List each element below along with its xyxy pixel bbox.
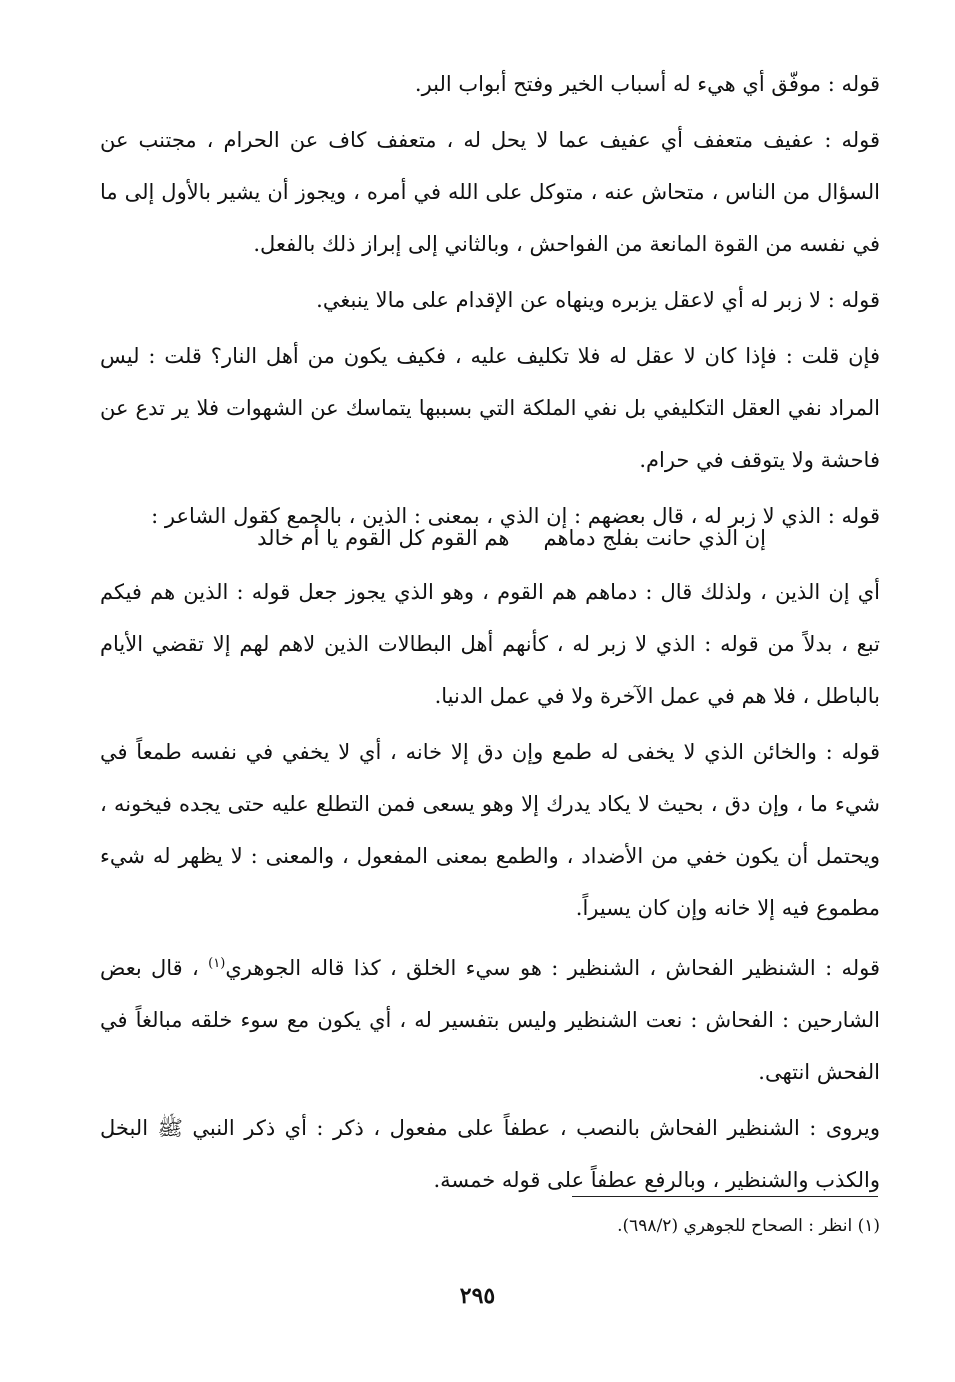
main-text-top: [100, 58, 880, 542]
verse-second-hemistich: هم القوم كل القوم يا أم خالد: [257, 526, 510, 550]
paragraph-text: قوله : الشنظير الفحاش ، الشنظير : هو سيء الخلق ، كذا قاله الجوهري: [225, 956, 881, 980]
footnote: (١) انظر : الصحاح للجوهري (٦٩٨/٢).: [617, 1216, 880, 1236]
footnote-separator: [572, 1196, 878, 1197]
paragraph: [100, 938, 880, 1098]
paragraph-text: ، قال بعض الشارحين : الفحاش : نعت الشنظير وليس بتفسير له ، أي يكون مع سوء خلقه مبالغاً في الفحش انتهى.: [100, 956, 880, 1084]
paragraph: ويروى : الشنظير الفحاش بالنصب ، عطفاً على مفعول ، ذكر : أي ذكر النبي ﷺ البخل والكذب والشنظير ، وبالرفع عطفاً على قوله خمسة.: [100, 1116, 880, 1192]
main-text-bottom: [100, 566, 880, 1206]
paragraph: قوله : الذي لا زبر له ، قال بعضهم : إن الذي ، بمعنى : الذين ، بالجمع كقول الشاعر :: [151, 504, 880, 528]
paragraph: قوله : لا زبر له أي لاعقل يزبره وينهاه عن الإقدام على مالا ينبغي.: [316, 288, 880, 312]
paragraph: قوله : عفيف متعفف أي عفيف عما لا يحل له ، متعفف كاف عن الحرام ، مجتنب عن السؤال من الناس ، متحاش عنه ، متوكل على الله في أمره ، ويجوز أن يشير بالأول إلى ما في نفسه من القوة المانعة من الفواحش ، وبالثاني إلى إبراز ذلك بالفعل.: [100, 128, 880, 256]
verse-first-hemistich: إن الذي حانت بفلج دماهم: [543, 526, 766, 550]
page-number: ٢٩٥: [459, 1283, 496, 1309]
paragraph: قوله : موفّق أي هيء له أسباب الخير وفتح أبواب البر.: [414, 72, 880, 96]
paragraph: أي إن الذين ، ولذلك قال : دماهم هم القوم ، وهو الذي يجوز جعل قوله : الذين هم فيكم تبع ، بدلاً من قوله : الذي لا زبر له ، كأنهم أهل البطالات الذين لاهم لهم إلا تقضي الأيام بالباطل ، فلا هم في عمل الآخرة ولا في عمل الدنيا.: [100, 580, 880, 708]
paragraph: فإن قلت : فإذا كان لا عقل له فلا تكليف عليه ، فكيف يكون من أهل النار؟ قلت : ليس المراد نفي العقل التكليفي بل نفي الملكة التي بسببها يتماسك عن الشهوات فلا ير تدع عن فاحشة ولا يتوقف في حرام.: [100, 344, 880, 472]
poetry-verse: [100, 514, 880, 562]
footnote-reference[interactable]: (١): [208, 956, 226, 971]
paragraph: قوله : والخائن الذي لا يخفى له طمع وإن دق إلا خانه ، أي لا يخفي في نفسه طمعاً في شيء ما ، وإن دق ، بحيث لا يكاد يدرك إلا وهو يسعى فمن التطلع عليه حتى يجده فيخونه ، ويحتمل أن يكون خفي من الأضداد ، والطمع بمعنى المفعول ، والمعنى : لا يظهر له شيء مطموع فيه إلا خانه وإن كان يسيراً.: [100, 740, 880, 920]
